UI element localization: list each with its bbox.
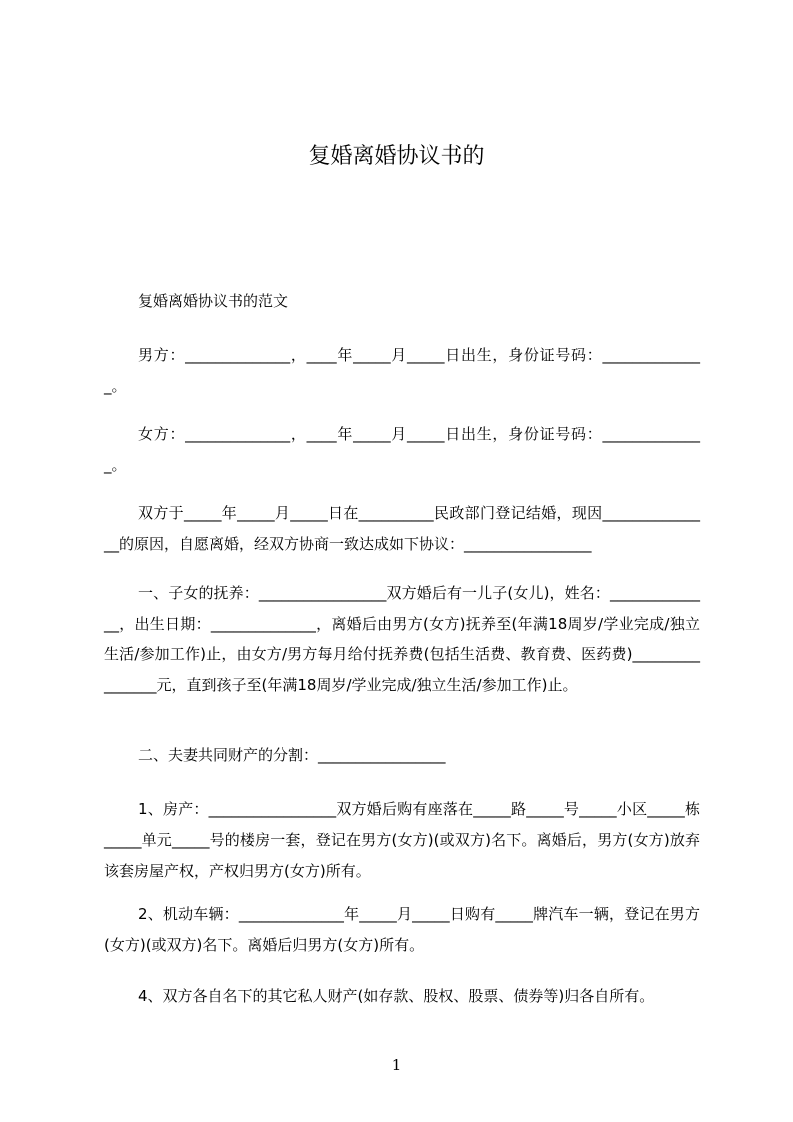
paragraph-man-info: 男方：______________，____年_____月_____日出生，身份证号码：______________。 — [104, 346, 700, 395]
paragraph-property-division: 二、夫妻共同财产的分割：_________________ — [138, 746, 446, 764]
paragraph-intro: 复婚离婚协议书的范文 — [138, 292, 289, 310]
paragraph-marriage-info: 双方于_____年_____月_____日在__________民政部门登记结婚，现因_______________的原因，自愿离婚，经双方协商一致达成如下协议：_________________ — [104, 504, 700, 553]
page-number: 1 — [391, 1056, 402, 1074]
paragraph-vehicle: 2、机动车辆：______________年_____月_____日购有_____牌汽车一辆，登记在男方(女方)(或双方)名下。离婚后归男方(女方)所有。 — [104, 905, 700, 954]
document-title: 复婚离婚协议书的 — [308, 144, 485, 169]
paragraph-other-property: 4、双方各自名下的其它私人财产(如存款、股权、股票、债券等)归各自所有。 — [138, 987, 655, 1005]
paragraph-woman-info: 女方：______________，____年_____月_____日出生，身份证号码：______________。 — [104, 425, 700, 474]
paragraph-child-custody: 一、子女的抚养：_________________双方婚后有一儿子(女儿)，姓名：______________，出生日期：______________，离婚后由男方(女方)抚养至(年满18周岁/学业完成/独立生活/参加工作)止，由女方/男方每月给付抚养费(包括生活费、教育费、医药费)________________元，直到孩子至(年满18周岁/学业完成/独立生活/参加工作)止。 — [104, 584, 700, 694]
paragraph-house: 1、房产：_________________双方婚后购有座落在_____路_____号_____小区_____栋_____单元_____号的楼房一套，登记在男方(女方)(或双方)名下。离婚后，男方(女方)放弃该套房屋产权，产权归男方(女方)所有。 — [104, 800, 700, 880]
